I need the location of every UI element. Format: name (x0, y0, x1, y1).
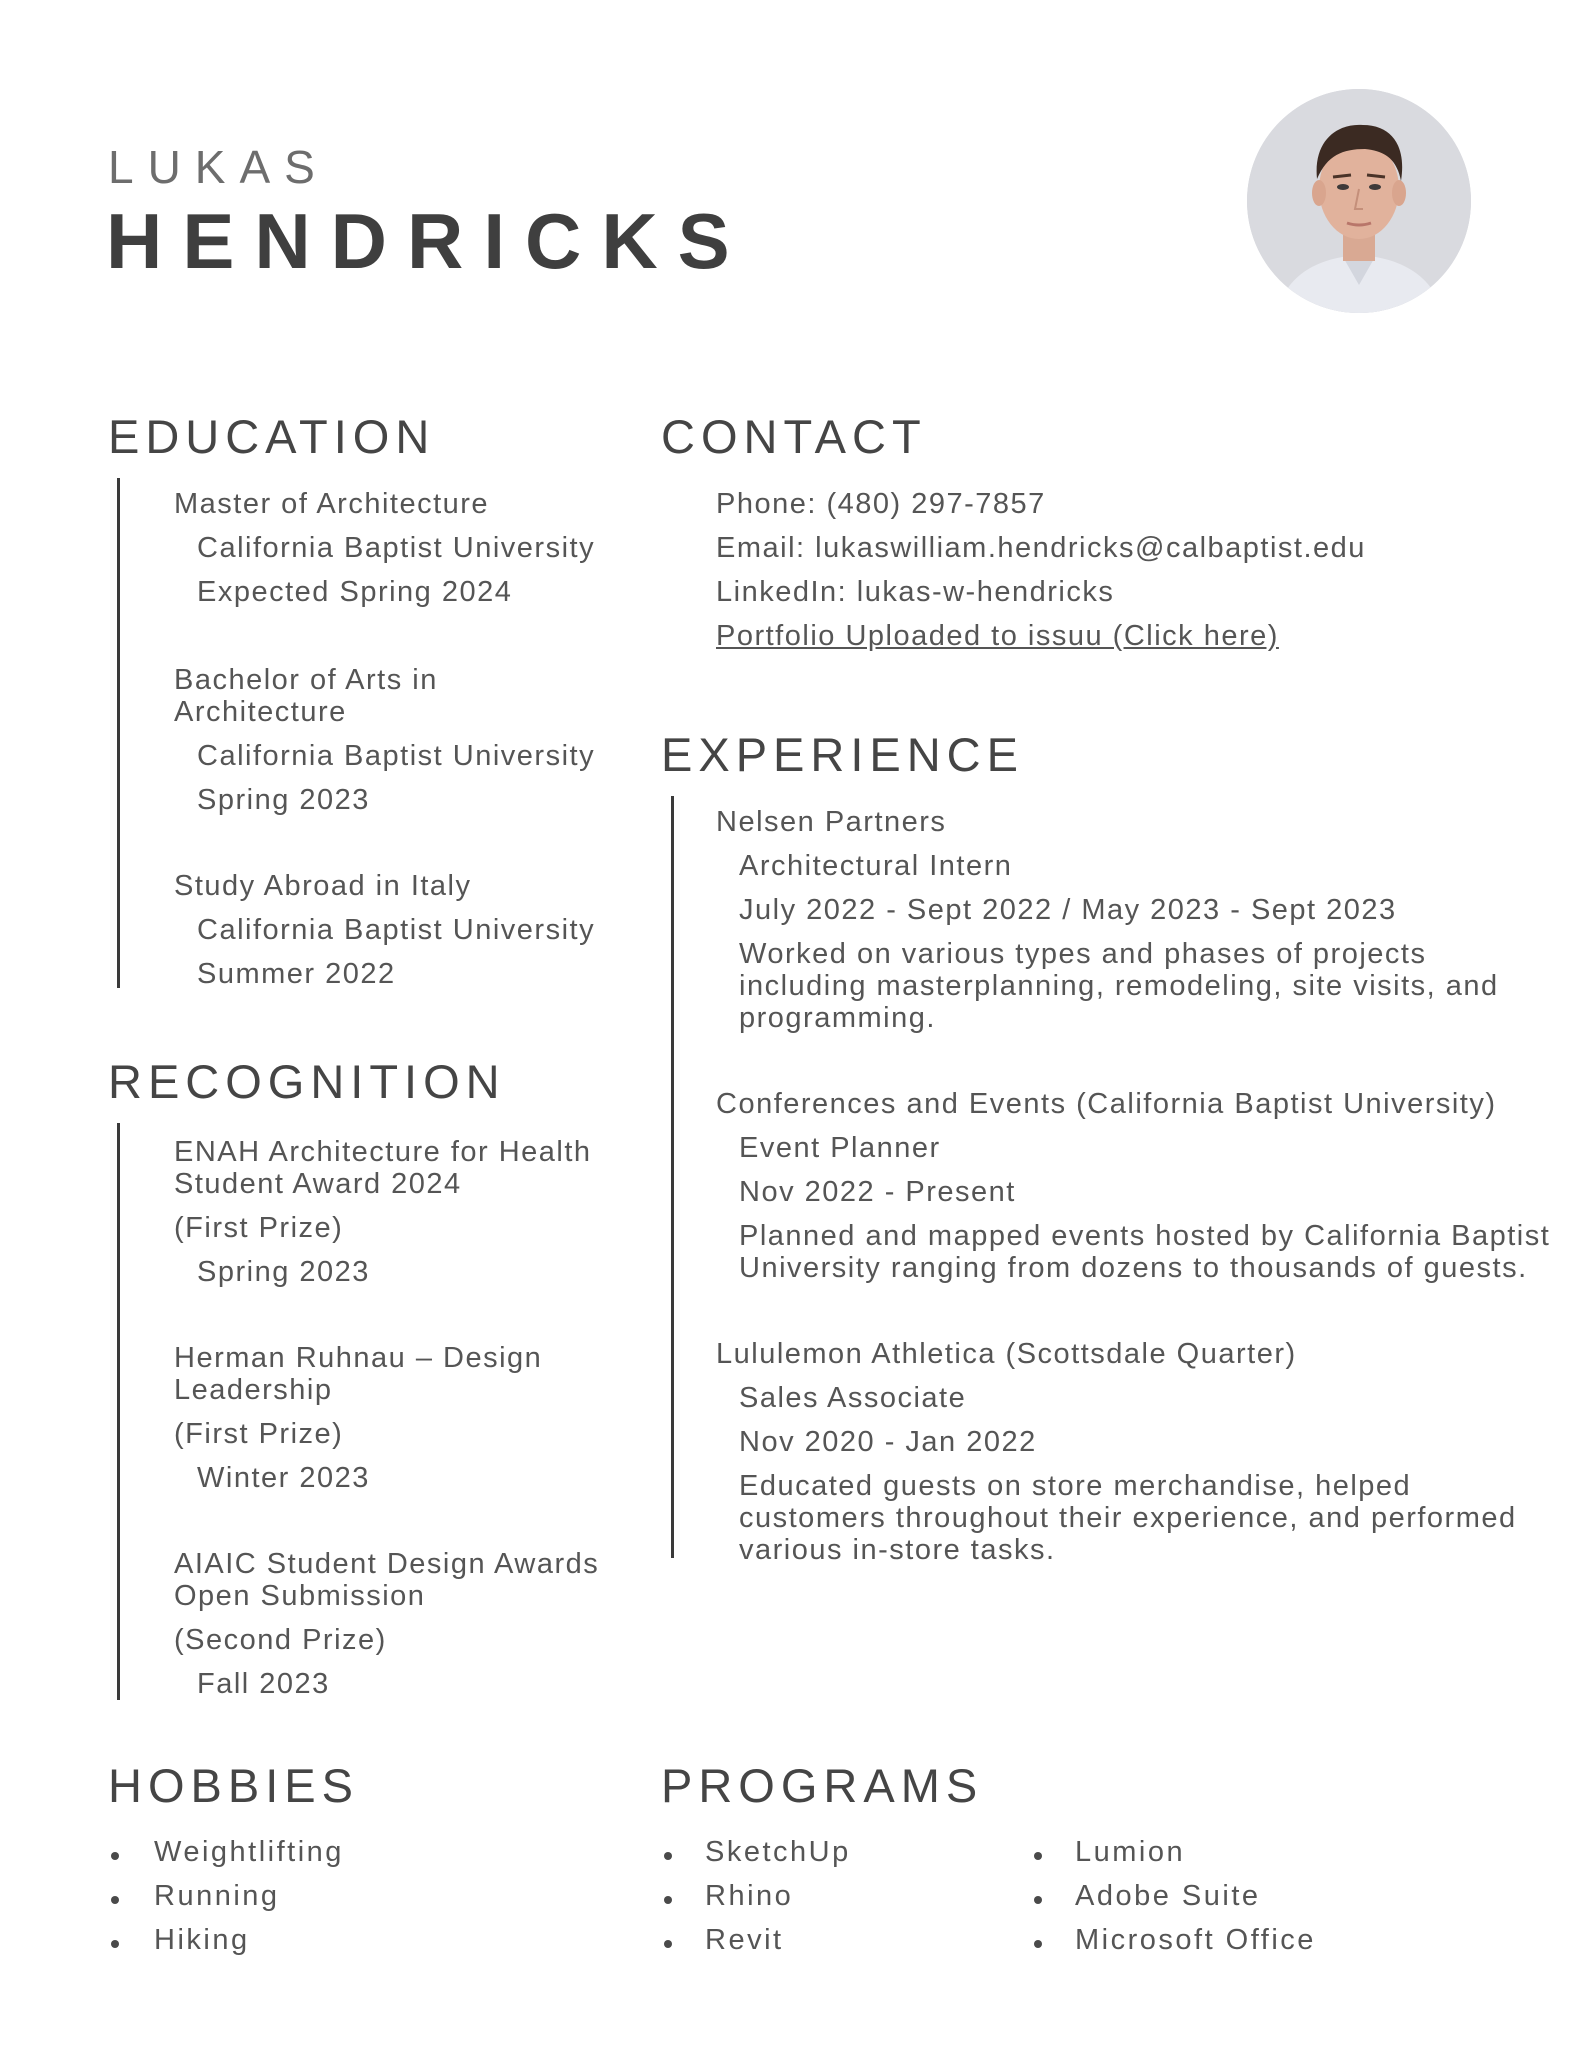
experience-description: Worked on various types and phases of projects including masterplanning, remodeling, site visits, and programming. (739, 938, 1499, 1034)
bullet-icon (664, 1896, 672, 1904)
contact-heading: CONTACT (661, 410, 927, 463)
experience-dates: Nov 2020 - Jan 2022 (739, 1426, 1037, 1458)
education-degree: Study Abroad in Italy (174, 870, 472, 902)
education-date: Summer 2022 (197, 958, 396, 990)
education-date: Spring 2023 (197, 784, 370, 816)
award-title: Herman Ruhnau – Design (174, 1342, 543, 1374)
hobby-item: Weightlifting (154, 1836, 344, 1868)
program-item: Microsoft Office (1075, 1924, 1316, 1956)
bullet-icon (111, 1896, 119, 1904)
bullet-icon (664, 1852, 672, 1860)
person-portrait-icon (1247, 89, 1471, 313)
bullet-icon (1034, 1896, 1042, 1904)
education-divider (117, 478, 120, 988)
award-title: AIAIC Student Design Awards (174, 1548, 600, 1580)
education-degree-cont: Architecture (174, 696, 347, 728)
education-heading: EDUCATION (108, 410, 436, 463)
contact-linkedin: LinkedIn: lukas-w-hendricks (716, 576, 1115, 608)
education-school: California Baptist University (197, 740, 596, 772)
award-date: Winter 2023 (197, 1462, 370, 1494)
experience-role: Event Planner (739, 1132, 941, 1164)
award-date: Spring 2023 (197, 1256, 370, 1288)
experience-divider (671, 796, 674, 1558)
program-item: SketchUp (705, 1836, 851, 1868)
experience-heading: EXPERIENCE (661, 728, 1024, 781)
program-item: Lumion (1075, 1836, 1186, 1868)
award-title-cont: Leadership (174, 1374, 333, 1406)
recognition-divider (117, 1123, 120, 1700)
first-name: LUKAS (108, 141, 329, 193)
bullet-icon (1034, 1940, 1042, 1948)
education-school: California Baptist University (197, 914, 596, 946)
program-item: Adobe Suite (1075, 1880, 1261, 1912)
experience-dates: July 2022 - Sept 2022 / May 2023 - Sept 2023 (739, 894, 1397, 926)
hobby-item: Running (154, 1880, 280, 1912)
education-degree: Master of Architecture (174, 488, 490, 520)
bullet-icon (1034, 1852, 1042, 1860)
experience-description: Educated guests on store merchandise, helped customers throughout their experience, and performed various in-store tasks. (739, 1470, 1517, 1566)
portfolio-link[interactable]: Portfolio Uploaded to issuu (Click here) (716, 620, 1279, 652)
hobbies-heading: HOBBIES (108, 1759, 359, 1812)
experience-role: Sales Associate (739, 1382, 967, 1414)
award-prize: (First Prize) (174, 1418, 344, 1450)
experience-role: Architectural Intern (739, 850, 1013, 882)
experience-company: Lululemon Athletica (Scottsdale Quarter) (716, 1338, 1297, 1370)
education-school: California Baptist University (197, 532, 596, 564)
education-degree: Bachelor of Arts in (174, 664, 438, 696)
award-title: ENAH Architecture for Health (174, 1136, 592, 1168)
program-item: Revit (705, 1924, 784, 1956)
profile-photo (1247, 89, 1471, 313)
last-name: HENDRICKS (106, 197, 750, 285)
experience-dates: Nov 2022 - Present (739, 1176, 1016, 1208)
award-prize: (Second Prize) (174, 1624, 387, 1656)
experience-description: Planned and mapped events hosted by California Baptist University ranging from dozens to thousands of guests. (739, 1220, 1551, 1284)
award-date: Fall 2023 (197, 1668, 330, 1700)
recognition-heading: RECOGNITION (108, 1055, 506, 1108)
hobby-item: Hiking (154, 1924, 250, 1956)
education-date: Expected Spring 2024 (197, 576, 513, 608)
experience-company: Nelsen Partners (716, 806, 947, 838)
award-prize: (First Prize) (174, 1212, 344, 1244)
bullet-icon (111, 1940, 119, 1948)
bullet-icon (664, 1940, 672, 1948)
contact-email: Email: lukaswilliam.hendricks@calbaptist.edu (716, 532, 1366, 564)
bullet-icon (111, 1852, 119, 1860)
programs-heading: PROGRAMS (661, 1759, 984, 1812)
contact-phone: Phone: (480) 297-7857 (716, 488, 1046, 520)
experience-company: Conferences and Events (California Baptist University) (716, 1088, 1497, 1120)
program-item: Rhino (705, 1880, 794, 1912)
award-title-cont: Student Award 2024 (174, 1168, 462, 1200)
award-title-cont: Open Submission (174, 1580, 426, 1612)
